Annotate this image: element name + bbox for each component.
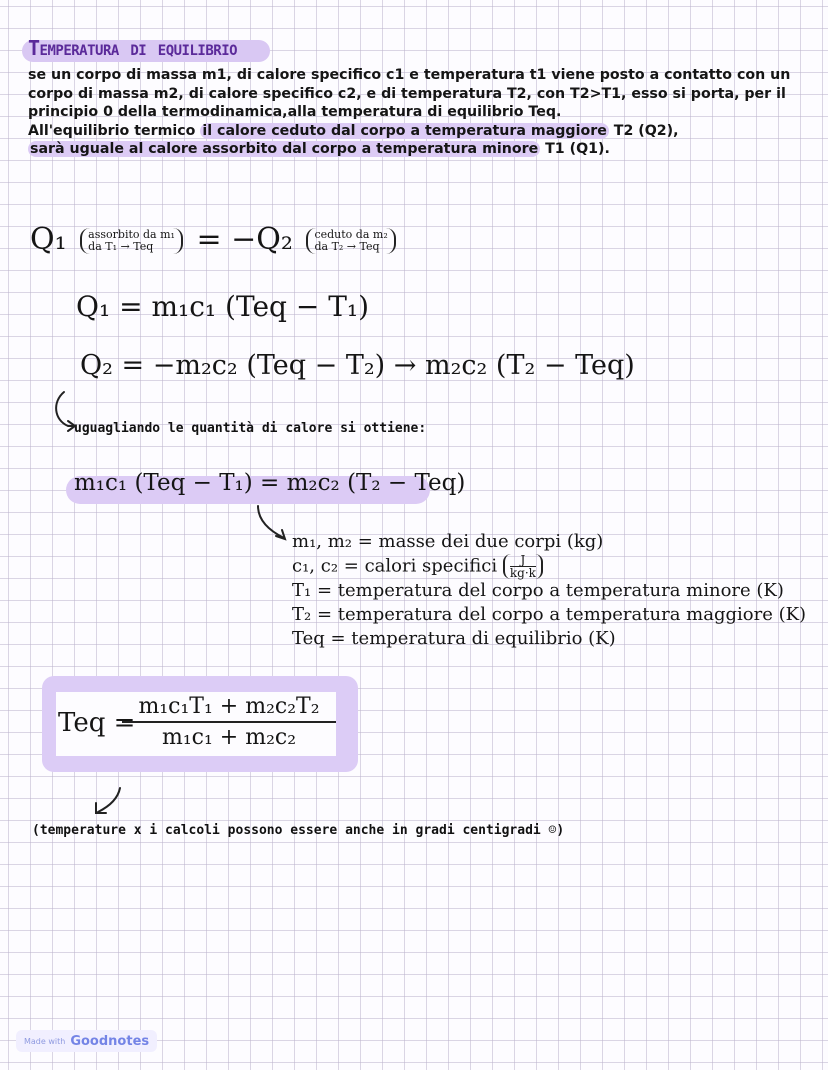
legend-t2: T₂ = temperatura del corpo a temperatura maggiore (K) xyxy=(292,604,807,625)
intro-line-1: se un corpo di massa m1, di calore specifico c1 e temperatura t1 viene posto a contatto con un corpo di massa m2, di calore specifico c2, e di temperatura T2, con T2>T1, esso si porta, per il principio 0 della termodinamica,alla temperatura di equilibrio Teq. xyxy=(28,67,791,120)
legend-masses: m₁, m₂ = masse dei due corpi (kg) xyxy=(292,531,604,552)
legend-t1: T₁ = temperatura del corpo a temperatura minore (K) xyxy=(292,580,784,601)
intro-line-2-plain: All'equilibrio termico xyxy=(28,122,201,139)
unit-numerator: J xyxy=(510,554,536,567)
intro-line-3-end: T1 (Q1). xyxy=(540,141,610,157)
teq-numerator: m₁c₁T₁ + m₂c₂T₂ xyxy=(122,694,336,723)
equation-q1: Q₁ = m₁c₁ (Teq − T₁) xyxy=(76,290,370,323)
teq-denominator: m₁c₁ + m₂c₂ xyxy=(161,725,297,750)
q1-note-line-2: da T₁ → Teq xyxy=(88,240,154,253)
page-title: Temperatura di equilibrio xyxy=(28,36,238,60)
legend-specific-heat-prefix: c₁, c₂ = calori specifici xyxy=(292,555,498,577)
q2-note-line-2: da T₂ → Teq xyxy=(314,240,380,253)
q2-note-line-1: ceduto da m₂ xyxy=(314,228,388,241)
brand-name: Goodnotes xyxy=(70,1033,150,1049)
note-equating: uguagliando le quantità di calore si ottiene: xyxy=(74,421,427,436)
legend-teq: Teq = temperatura di equilibrio (K) xyxy=(292,628,616,649)
minus-q2: = −Q₂ xyxy=(196,222,293,257)
equation-q2: Q₂ = −m₂c₂ (Teq − T₂) → m₂c₂ (T₂ − Teq) xyxy=(80,350,635,381)
intro-line-3-highlight: sarà uguale al calore assorbito dal corpo a temperatura minore xyxy=(30,141,539,157)
arrow-to-note xyxy=(98,788,120,812)
note-celsius: (temperature x i calcoli possono essere anche in gradi centigradi ☺) xyxy=(32,823,565,838)
q1-symbol: Q₁ xyxy=(30,222,67,257)
balance-equation: m₁c₁ (Teq − T₁) = m₂c₂ (T₂ − Teq) xyxy=(74,470,466,496)
intro-line-2-highlight: il calore ceduto dal corpo a temperatura maggiore xyxy=(202,122,607,139)
arrow-to-legend xyxy=(258,506,284,538)
intro-line-2-end: T2 (Q2), xyxy=(608,122,679,139)
unit-denominator: kg·k xyxy=(509,566,536,580)
q1-note-line-1: assorbito da m₁ xyxy=(88,228,175,241)
bracket-arrow-1 xyxy=(56,392,74,426)
made-with-text: Made with xyxy=(24,1036,66,1046)
teq-label: Teq = xyxy=(58,708,136,738)
